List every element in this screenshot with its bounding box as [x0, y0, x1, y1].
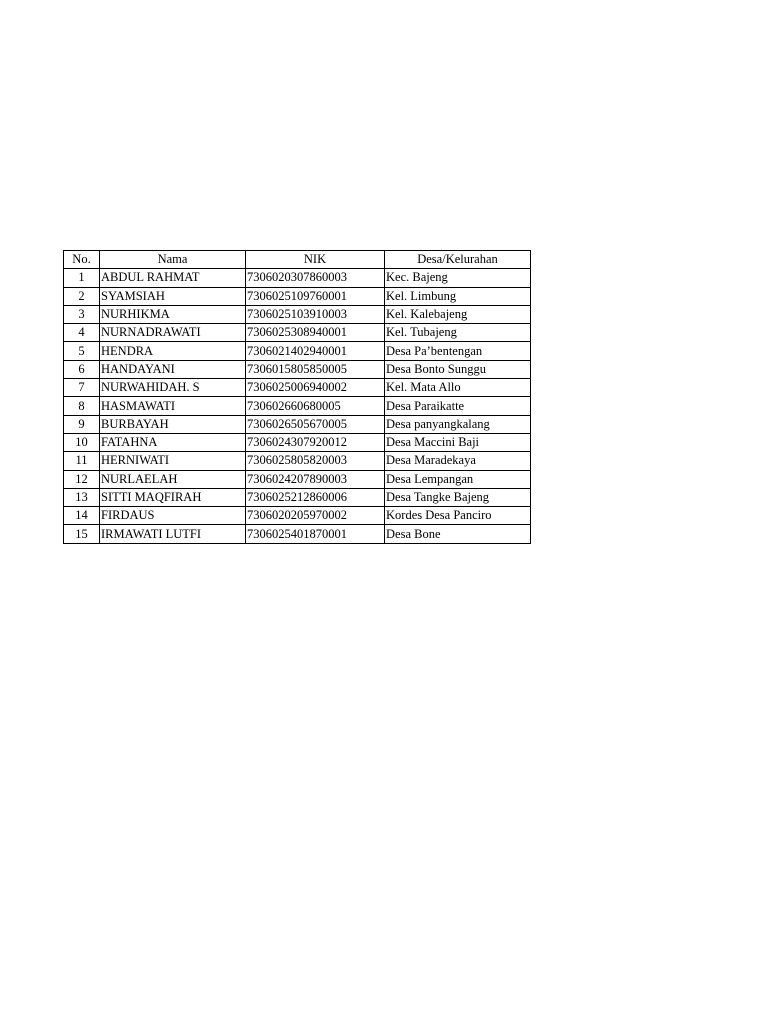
cell-nik: 7306025006940002	[246, 379, 385, 397]
cell-desa: Desa Paraikatte	[385, 397, 531, 415]
cell-nama: NURHIKMA	[100, 305, 246, 323]
cell-no: 13	[64, 488, 100, 506]
cell-nama: HERNIWATI	[100, 452, 246, 470]
table-row	[64, 360, 531, 378]
cell-desa: Kordes Desa Panciro	[385, 507, 531, 525]
cell-no: 4	[64, 324, 100, 342]
table-body	[64, 269, 531, 543]
cell-nik: 7306025308940001	[246, 324, 385, 342]
cell-nik: 7306024307920012	[246, 433, 385, 451]
cell-no: 15	[64, 525, 100, 543]
cell-desa: Desa Bone	[385, 525, 531, 543]
table-row	[64, 397, 531, 415]
cell-nik: 7306025805820003	[246, 452, 385, 470]
table-row	[64, 342, 531, 360]
cell-nama: HANDAYANI	[100, 360, 246, 378]
cell-nik: 7306021402940001	[246, 342, 385, 360]
table-row	[64, 470, 531, 488]
table-row	[64, 415, 531, 433]
cell-desa: Kec. Bajeng	[385, 269, 531, 287]
cell-no: 14	[64, 507, 100, 525]
cell-nik: 7306025109760001	[246, 287, 385, 305]
table-row	[64, 507, 531, 525]
cell-nama: FIRDAUS	[100, 507, 246, 525]
header-no: No.	[64, 251, 100, 269]
cell-desa: Desa Lempangan	[385, 470, 531, 488]
cell-nama: FATAHNA	[100, 433, 246, 451]
cell-desa: Kel. Mata Allo	[385, 379, 531, 397]
table-row	[64, 305, 531, 323]
cell-no: 10	[64, 433, 100, 451]
cell-nama: NURNADRAWATI	[100, 324, 246, 342]
cell-nama: SYAMSIAH	[100, 287, 246, 305]
cell-no: 8	[64, 397, 100, 415]
cell-nama: NURLAELAH	[100, 470, 246, 488]
header-row	[64, 251, 531, 269]
cell-nik: 730602660680005	[246, 397, 385, 415]
cell-desa: Kel. Limbung	[385, 287, 531, 305]
cell-nama: ABDUL RAHMAT	[100, 269, 246, 287]
cell-nik: 7306020205970002	[246, 507, 385, 525]
cell-nama: BURBAYAH	[100, 415, 246, 433]
table-row	[64, 269, 531, 287]
table-header	[64, 251, 531, 269]
cell-desa: Desa panyangkalang	[385, 415, 531, 433]
cell-desa: Desa Maccini Baji	[385, 433, 531, 451]
table-row	[64, 324, 531, 342]
cell-nama: NURWAHIDAH. S	[100, 379, 246, 397]
roster-table	[63, 250, 531, 544]
cell-no: 2	[64, 287, 100, 305]
cell-desa: Desa Tangke Bajeng	[385, 488, 531, 506]
cell-no: 7	[64, 379, 100, 397]
cell-nik: 7306015805850005	[246, 360, 385, 378]
cell-nik: 7306025212860006	[246, 488, 385, 506]
cell-desa: Desa Maradekaya	[385, 452, 531, 470]
table-row	[64, 287, 531, 305]
header-nama: Nama	[100, 251, 246, 269]
cell-nama: SITTI MAQFIRAH	[100, 488, 246, 506]
cell-desa: Kel. Tubajeng	[385, 324, 531, 342]
cell-desa: Desa Bonto Sunggu	[385, 360, 531, 378]
cell-no: 11	[64, 452, 100, 470]
table-row	[64, 452, 531, 470]
cell-no: 1	[64, 269, 100, 287]
cell-nama: IRMAWATI LUTFI	[100, 525, 246, 543]
cell-no: 12	[64, 470, 100, 488]
cell-nik: 7306020307860003	[246, 269, 385, 287]
cell-nama: HENDRA	[100, 342, 246, 360]
cell-nama: HASMAWATI	[100, 397, 246, 415]
table-row	[64, 525, 531, 543]
cell-nik: 7306024207890003	[246, 470, 385, 488]
cell-nik: 7306025401870001	[246, 525, 385, 543]
table-row	[64, 379, 531, 397]
cell-no: 5	[64, 342, 100, 360]
cell-no: 3	[64, 305, 100, 323]
cell-no: 9	[64, 415, 100, 433]
cell-nik: 7306026505670005	[246, 415, 385, 433]
cell-nik: 7306025103910003	[246, 305, 385, 323]
table-row	[64, 433, 531, 451]
header-nik: NIK	[246, 251, 385, 269]
cell-desa: Kel. Kalebajeng	[385, 305, 531, 323]
cell-desa: Desa Pa’bentengan	[385, 342, 531, 360]
table-row	[64, 488, 531, 506]
cell-no: 6	[64, 360, 100, 378]
header-desa: Desa/Kelurahan	[385, 251, 531, 269]
